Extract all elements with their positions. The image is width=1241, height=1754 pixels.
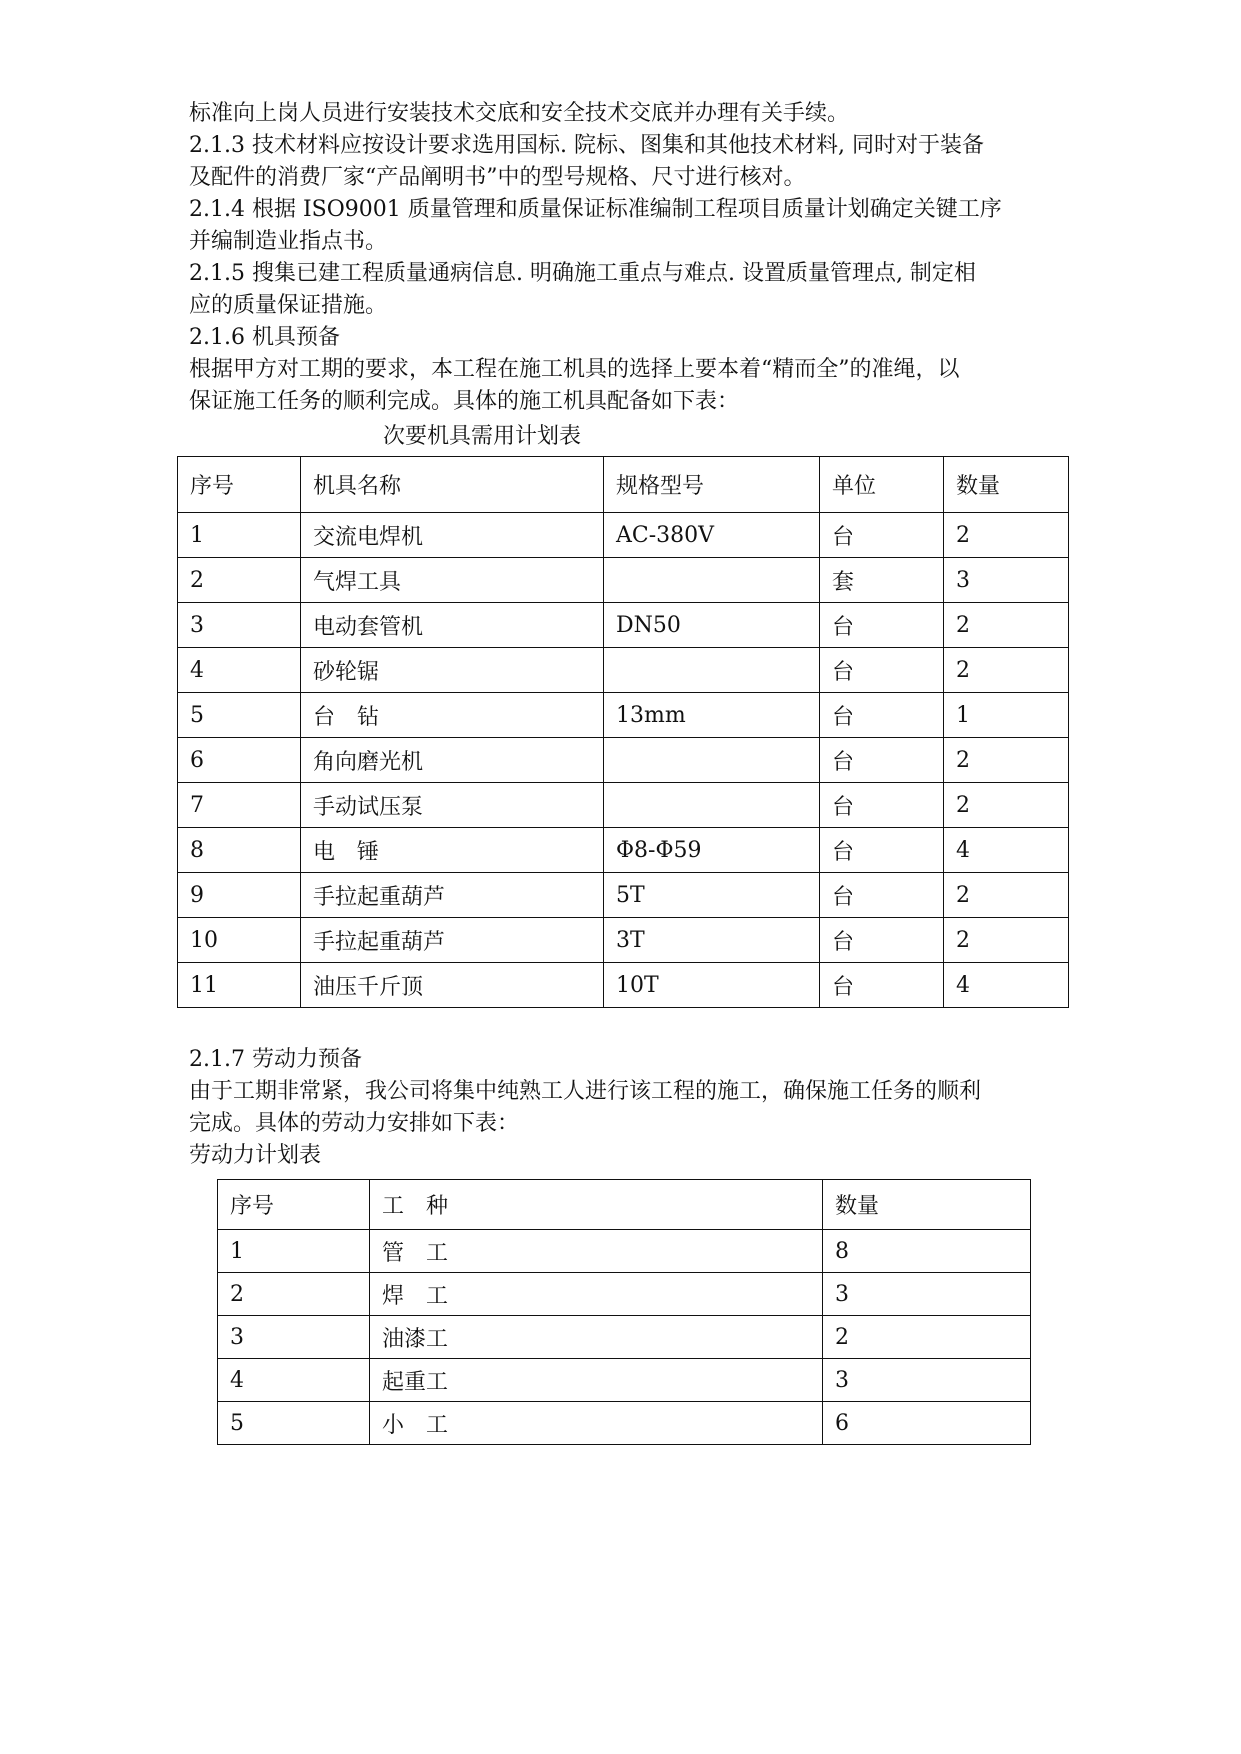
table-row [218,1359,1031,1402]
table-cell: 13mm [604,693,820,738]
table-row [218,1230,1031,1273]
table-row [178,603,1069,648]
table-cell: 电动套管机 [301,603,604,648]
table-cell: 4 [944,963,1069,1008]
table-cell: 4 [178,648,301,693]
table-cell: 台 [820,963,944,1008]
table-cell: 角向磨光机 [301,738,604,783]
table-cell: 3 [218,1316,370,1359]
table-row [178,828,1069,873]
section-2-1-6-heading: 2.1.6 机具预备 [189,325,340,350]
table-cell: 3 [944,558,1069,603]
table-cell: 台 [820,693,944,738]
table-row [178,648,1069,693]
paragraph-line: 应的质量保证措施。 [189,293,388,318]
paragraph-line: 并编制造业指点书。 [189,229,388,254]
table-cell: 3T [604,918,820,963]
table-cell: 7 [178,783,301,828]
table-header-row [178,457,1069,513]
header-cell-quantity: 数量 [944,457,1069,513]
table-row [178,693,1069,738]
table-cell: 2 [178,558,301,603]
table-cell: 10T [604,963,820,1008]
table-cell: 1 [178,513,301,558]
table-cell: 2 [944,783,1069,828]
table-cell: 套 [820,558,944,603]
table-cell: 台 [820,783,944,828]
table-cell: 油压千斤顶 [301,963,604,1008]
table-cell [604,558,820,603]
table-cell: 1 [218,1230,370,1273]
paragraph-line: 完成。具体的劳动力安排如下表： [189,1111,520,1136]
table-row [218,1316,1031,1359]
table-cell: 台 [820,738,944,783]
table-cell: 2 [823,1316,1031,1359]
table-cell: 6 [823,1402,1031,1445]
header-cell-spec: 规格型号 [604,457,820,513]
header-cell-unit: 单位 [820,457,944,513]
table-cell: 手动试压泵 [301,783,604,828]
table-cell: 台 [820,918,944,963]
table-cell: 小 工 [370,1402,823,1445]
table-cell: 5 [218,1402,370,1445]
table-cell: 4 [218,1359,370,1402]
table-cell: 8 [178,828,301,873]
header-cell-index: 序号 [178,457,301,513]
table-cell: AC-380V [604,513,820,558]
table-cell: 2 [944,513,1069,558]
table-cell: 台 [820,648,944,693]
table-cell: 3 [823,1273,1031,1316]
table-row [178,738,1069,783]
table-cell: 管 工 [370,1230,823,1273]
table-row [218,1273,1031,1316]
table-cell: 3 [823,1359,1031,1402]
table-row [178,918,1069,963]
table-cell: 起重工 [370,1359,823,1402]
table-cell: 手拉起重葫芦 [301,873,604,918]
table-cell: 2 [944,648,1069,693]
section-2-1-7-heading: 2.1.7 劳动力预备 [189,1047,362,1072]
header-cell-quantity: 数量 [823,1180,1031,1230]
table-cell: 1 [944,693,1069,738]
equipment-table-caption: 次要机具需用计划表 [383,424,582,449]
table-cell: 台 [820,513,944,558]
section-2-1-3-line: 2.1.3 技术材料应按设计要求选用国标. 院标、图集和其他技术材料, 同时对于装备 [189,133,984,158]
table-cell: 10 [178,918,301,963]
labor-table-caption: 劳动力计划表 [189,1143,322,1168]
table-cell: 6 [178,738,301,783]
paragraph-line: 保证施工任务的顺利完成。具体的施工机具配备如下表： [189,389,740,414]
table-cell: 5 [178,693,301,738]
table-cell: 2 [944,603,1069,648]
table-row [218,1402,1031,1445]
table-cell: 台 [820,603,944,648]
paragraph-line: 由于工期非常紧，我公司将集中纯熟工人进行该工程的施工，确保施工任务的顺利 [189,1079,982,1104]
table-cell: 3 [178,603,301,648]
table-cell: 油漆工 [370,1316,823,1359]
section-2-1-4-line: 2.1.4 根据 ISO9001 质量管理和质量保证标准编制工程项目质量计划确定关键工序 [189,197,1002,222]
table-header-row [218,1180,1031,1230]
table-cell: 4 [944,828,1069,873]
table-cell: 2 [944,873,1069,918]
table-cell: 台 [820,828,944,873]
table-cell: 9 [178,873,301,918]
header-cell-name: 机具名称 [301,457,604,513]
table-row [178,513,1069,558]
table-cell [604,783,820,828]
header-cell-trade: 工 种 [370,1180,823,1230]
table-cell: 砂轮锯 [301,648,604,693]
paragraph-line: 标准向上岗人员进行安装技术交底和安全技术交底并办理有关手续。 [189,101,850,126]
table-cell: 台 钻 [301,693,604,738]
table-cell: Φ8-Φ59 [604,828,820,873]
table-cell: 交流电焊机 [301,513,604,558]
table-row [178,873,1069,918]
labor-table [217,1179,1031,1445]
table-cell: 5T [604,873,820,918]
table-cell: 焊 工 [370,1273,823,1316]
table-cell: 台 [820,873,944,918]
table-row [178,783,1069,828]
table-row [178,558,1069,603]
table-cell: 2 [944,918,1069,963]
table-cell: 8 [823,1230,1031,1273]
table-cell: DN50 [604,603,820,648]
table-cell: 2 [944,738,1069,783]
equipment-table [177,456,1069,1008]
table-row [178,963,1069,1008]
paragraph-line: 根据甲方对工期的要求，本工程在施工机具的选择上要本着“精而全”的准绳，以 [189,357,960,382]
table-cell [604,738,820,783]
table-cell: 电 锤 [301,828,604,873]
section-2-1-5-line: 2.1.5 搜集已建工程质量通病信息. 明确施工重点与难点. 设置质量管理点, 制定相 [189,261,976,286]
table-cell: 手拉起重葫芦 [301,918,604,963]
table-cell: 2 [218,1273,370,1316]
table-cell [604,648,820,693]
header-cell-index: 序号 [218,1180,370,1230]
paragraph-line: 及配件的消费厂家“产品阐明书”中的型号规格、尺寸进行核对。 [189,165,806,190]
table-cell: 11 [178,963,301,1008]
table-cell: 气焊工具 [301,558,604,603]
